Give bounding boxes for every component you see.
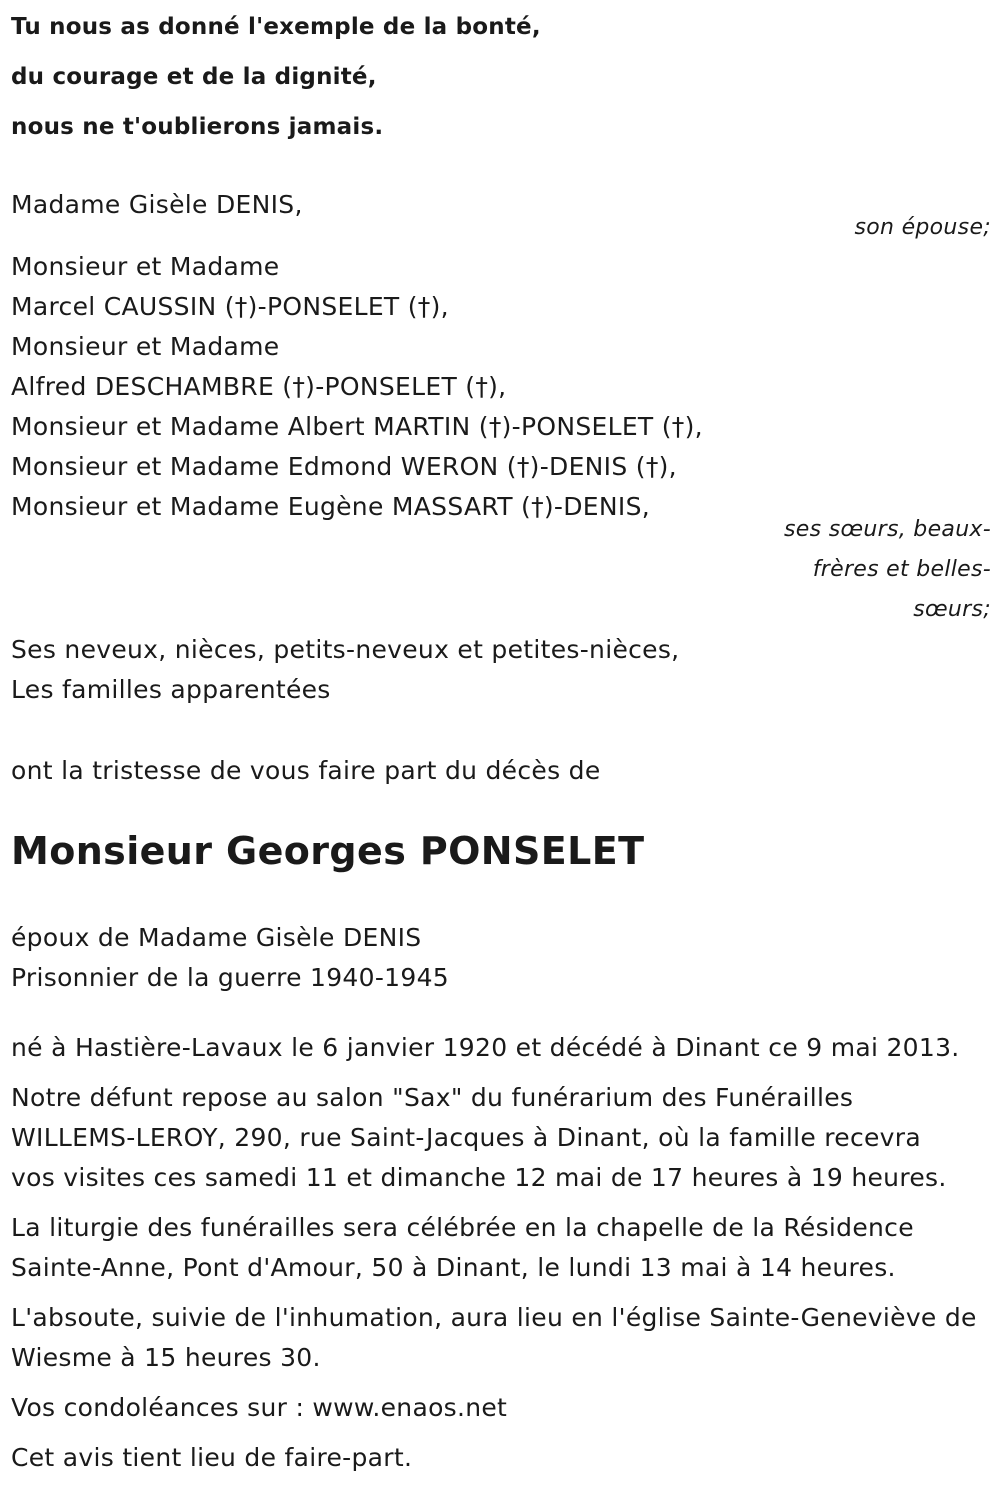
announcement-line (11, 751, 991, 791)
sibling-line: Monsieur et Madame Albert MARTIN (†)-PONSELET (†), (11, 412, 703, 441)
sibling-line: Marcel CAUSSIN (†)-PONSELET (†), (11, 292, 449, 321)
birth-death-paragraph (11, 1028, 991, 1068)
sibling-line: Alfred DESCHAMBRE (†)-PONSELET (†), (11, 372, 507, 401)
paragraph-line: WILLEMS-LEROY, 290, rue Saint-Jacques à Dinant, où la famille recevra (11, 1123, 921, 1152)
epigraph-line: du courage et de la dignité, (11, 64, 377, 90)
sibling-line: Monsieur et Madame (11, 332, 280, 361)
paragraph-line: Notre défunt repose au salon "Sax" du funérarium des Funérailles (11, 1083, 854, 1112)
paragraph-line: L'absoute, suivie de l'inhumation, aura lieu en l'église Sainte-Geneviève de (11, 1303, 977, 1332)
condolences-paragraph (11, 1388, 991, 1428)
spouse-section (11, 185, 991, 248)
family-section (11, 630, 991, 710)
funerarium-paragraph (11, 1078, 991, 1198)
paragraph-line: Cet avis tient lieu de faire-part. (11, 1443, 413, 1472)
paragraph-line: Sainte-Anne, Pont d'Amour, 50 à Dinant, le lundi 13 mai à 14 heures. (11, 1253, 896, 1282)
family-line: Ses neveux, nièces, petits-neveux et petites-nièces, (11, 635, 680, 664)
paragraph-line: né à Hastière-Lavaux le 6 janvier 1920 et décédé à Dinant ce 9 mai 2013. (11, 1033, 960, 1062)
epigraph-line: Tu nous as donné l'exemple de la bonté, (11, 14, 541, 40)
deceased-name: Monsieur Georges PONSELET (11, 829, 645, 873)
paragraph-line: Vos condoléances sur : www.enaos.net (11, 1393, 508, 1422)
paragraph-line: Wiesme à 15 heures 30. (11, 1343, 321, 1372)
sibling-line: Monsieur et Madame Edmond WERON (†)-DENIS (†), (11, 452, 677, 481)
detail-line: époux de Madame Gisèle DENIS (11, 923, 422, 952)
paragraph-line: La liturgie des funérailles sera célébrée en la chapelle de la Résidence (11, 1213, 914, 1242)
epigraph-line: nous ne t'oublierons jamais. (11, 114, 384, 140)
liturgy-paragraph (11, 1208, 991, 1288)
sibling-line: Monsieur et Madame Eugène MASSART (†)-DENIS, (11, 492, 650, 521)
role-line: sœurs; (913, 597, 991, 622)
role-line: ses sœurs, beaux- (784, 517, 991, 542)
family-line: Les familles apparentées (11, 675, 331, 704)
burial-paragraph (11, 1298, 991, 1378)
epigraph (11, 2, 991, 152)
detail-line: Prisonnier de la guerre 1940-1945 (11, 963, 449, 992)
obituary-notice (11, 0, 991, 1472)
paragraphs-section (11, 1028, 991, 1478)
role-line: frères et belles- (812, 557, 991, 582)
closing-paragraph (11, 1438, 991, 1478)
sibling-line: Monsieur et Madame (11, 252, 280, 281)
deceased-details (11, 918, 991, 998)
siblings-role (741, 510, 991, 630)
spouse-role: son épouse; (854, 215, 991, 240)
announcement-text: ont la tristesse de vous faire part du décès de (11, 756, 601, 785)
spouse-name: Madame Gisèle DENIS, (11, 190, 303, 219)
siblings-section (11, 247, 991, 630)
paragraph-line: vos visites ces samedi 11 et dimanche 12 mai de 17 heures à 19 heures. (11, 1163, 947, 1192)
